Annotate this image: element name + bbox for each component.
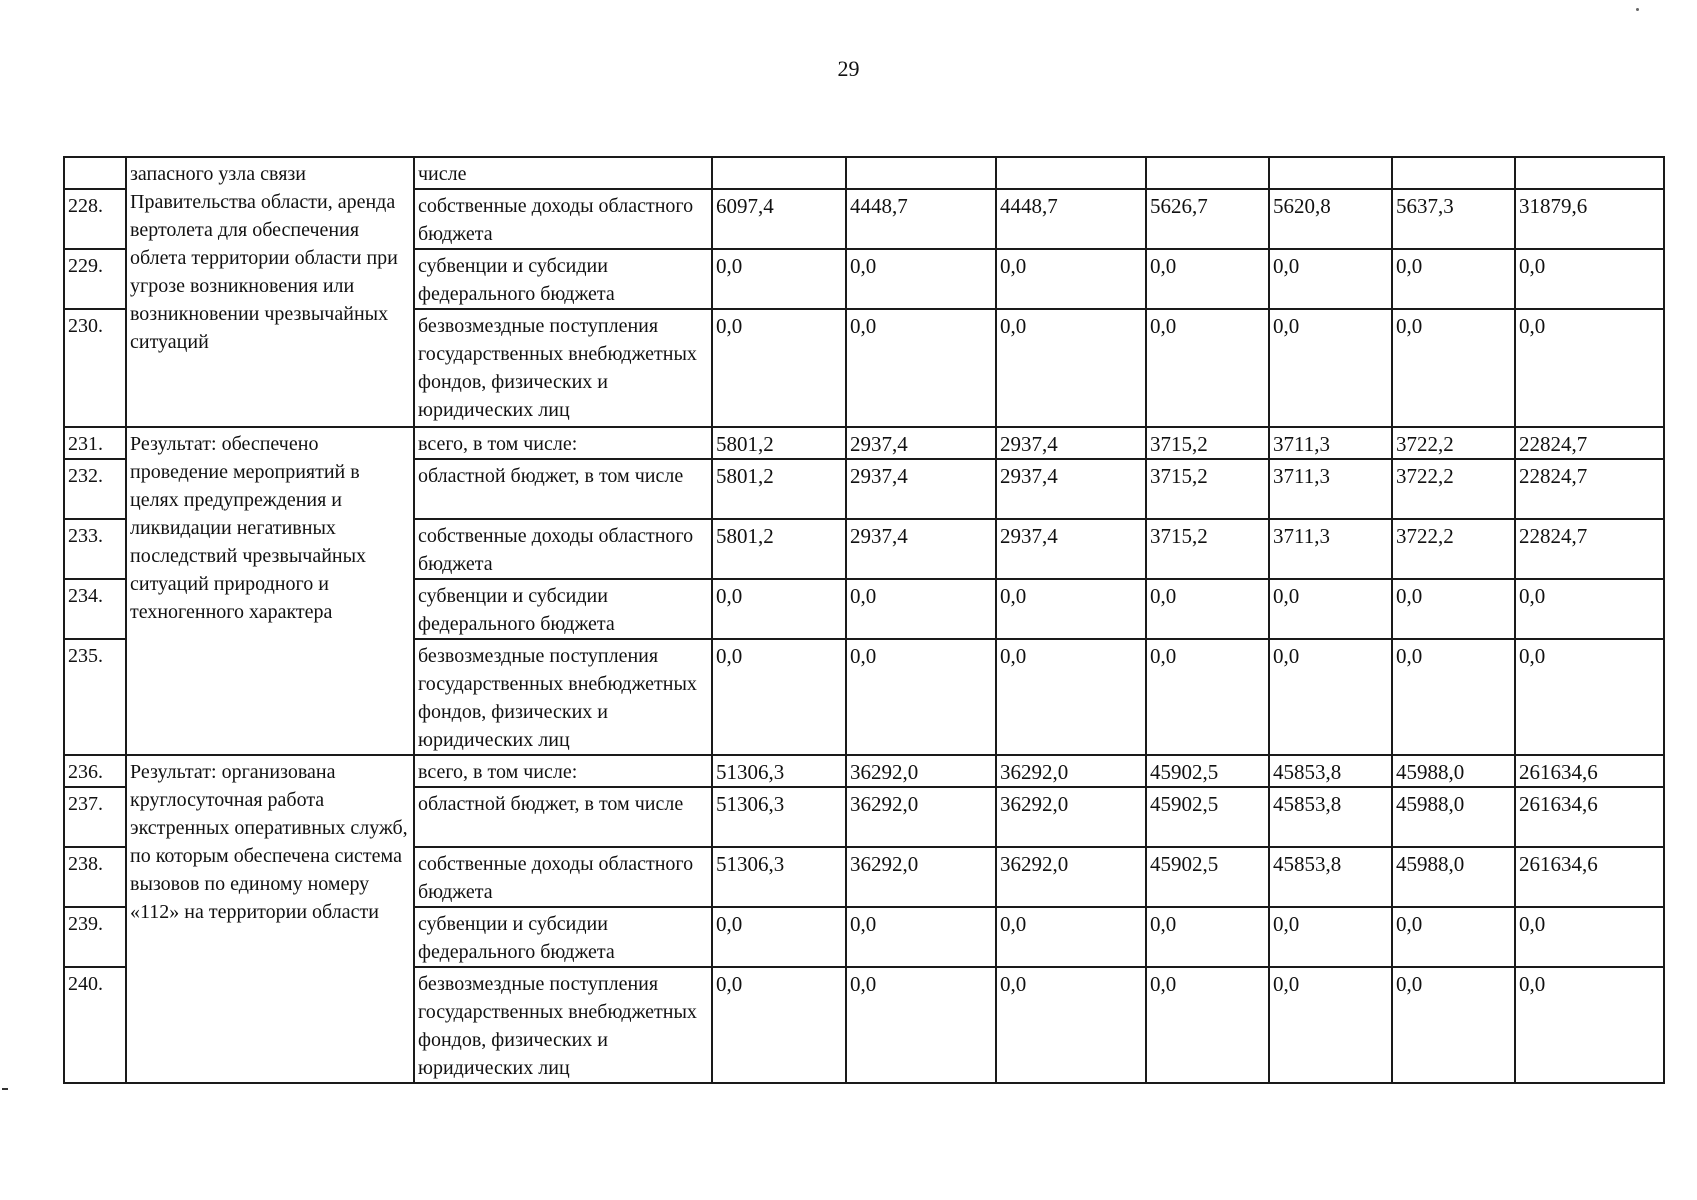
- amount-cell: 2937,4: [846, 519, 996, 579]
- amount-cell: 261634,6: [1515, 787, 1664, 847]
- amount-cell: 2937,4: [996, 519, 1146, 579]
- amount-cell: 36292,0: [846, 847, 996, 907]
- page-number: 29: [837, 56, 860, 81]
- amount-cell: 0,0: [1146, 249, 1269, 309]
- amount-cell: 0,0: [1392, 967, 1515, 1083]
- amount-cell: 0,0: [1146, 639, 1269, 755]
- row-number: [64, 157, 126, 189]
- table-row: [64, 157, 1664, 189]
- amount-cell: 261634,6: [1515, 847, 1664, 907]
- scan-dot: [1636, 8, 1639, 11]
- amount-cell: 36292,0: [996, 755, 1146, 787]
- amount-cell: 0,0: [1515, 639, 1664, 755]
- amount-cell: 0,0: [996, 639, 1146, 755]
- amount-cell: 0,0: [1269, 639, 1392, 755]
- activity-description: Результат: организована круглосуточная работа экстренных оперативных служб, по которым обеспечена система вызовов по единому номеру «112» на территории области: [126, 755, 414, 1083]
- amount-cell: 5801,2: [712, 427, 846, 459]
- amount-cell: 0,0: [846, 907, 996, 967]
- amount-cell: 0,0: [1515, 907, 1664, 967]
- row-number: 240.: [64, 967, 126, 1083]
- funding-source-label: безвозмездные поступления государственных внебюджетных фондов, физических и юридических лиц: [414, 967, 712, 1083]
- amount-cell: 3715,2: [1146, 519, 1269, 579]
- amount-cell: 3722,2: [1392, 427, 1515, 459]
- amount-cell: 0,0: [1269, 967, 1392, 1083]
- row-number: 239.: [64, 907, 126, 967]
- amount-cell: 36292,0: [996, 787, 1146, 847]
- amount-cell: 45853,8: [1269, 847, 1392, 907]
- row-number: 238.: [64, 847, 126, 907]
- amount-cell: 0,0: [1392, 309, 1515, 427]
- funding-source-label: собственные доходы областного бюджета: [414, 519, 712, 579]
- amount-cell: [996, 157, 1146, 189]
- budget-table: [63, 156, 1665, 1084]
- amount-cell: [1515, 157, 1664, 189]
- amount-cell: [1269, 157, 1392, 189]
- amount-cell: 22824,7: [1515, 519, 1664, 579]
- amount-cell: 0,0: [1515, 249, 1664, 309]
- amount-cell: 0,0: [1146, 967, 1269, 1083]
- funding-source-label: всего, в том числе:: [414, 755, 712, 787]
- row-number: 236.: [64, 755, 126, 787]
- amount-cell: 31879,6: [1515, 189, 1664, 249]
- activity-description: запасного узла связи Правительства области, аренда вертолета для обеспечения облета территории области при угрозе возникновения или возникновении чрезвычайных ситуаций: [126, 157, 414, 427]
- amount-cell: 51306,3: [712, 787, 846, 847]
- row-number: 235.: [64, 639, 126, 755]
- amount-cell: 5801,2: [712, 519, 846, 579]
- amount-cell: 45853,8: [1269, 787, 1392, 847]
- amount-cell: 3711,3: [1269, 427, 1392, 459]
- amount-cell: 45988,0: [1392, 847, 1515, 907]
- amount-cell: 2937,4: [846, 459, 996, 519]
- amount-cell: 0,0: [996, 907, 1146, 967]
- amount-cell: 5620,8: [1269, 189, 1392, 249]
- funding-source-label: всего, в том числе:: [414, 427, 712, 459]
- amount-cell: 0,0: [1392, 907, 1515, 967]
- amount-cell: 0,0: [1269, 579, 1392, 639]
- amount-cell: 0,0: [996, 249, 1146, 309]
- amount-cell: 0,0: [712, 639, 846, 755]
- amount-cell: 51306,3: [712, 847, 846, 907]
- funding-source-label: безвозмездные поступления государственных внебюджетных фондов, физических и юридических лиц: [414, 639, 712, 755]
- amount-cell: 6097,4: [712, 189, 846, 249]
- amount-cell: 0,0: [1146, 579, 1269, 639]
- amount-cell: 0,0: [712, 907, 846, 967]
- funding-source-label: областной бюджет, в том числе: [414, 459, 712, 519]
- amount-cell: 0,0: [1269, 249, 1392, 309]
- row-number: 232.: [64, 459, 126, 519]
- amount-cell: 0,0: [712, 249, 846, 309]
- edge-mark: [2, 1088, 8, 1090]
- amount-cell: 0,0: [1146, 907, 1269, 967]
- amount-cell: 5637,3: [1392, 189, 1515, 249]
- table-row: [64, 755, 1664, 787]
- amount-cell: 3722,2: [1392, 459, 1515, 519]
- funding-source-label: собственные доходы областного бюджета: [414, 847, 712, 907]
- amount-cell: 45853,8: [1269, 755, 1392, 787]
- amount-cell: 0,0: [846, 249, 996, 309]
- amount-cell: 261634,6: [1515, 755, 1664, 787]
- amount-cell: 51306,3: [712, 755, 846, 787]
- amount-cell: 22824,7: [1515, 459, 1664, 519]
- amount-cell: 0,0: [1392, 249, 1515, 309]
- row-number: 230.: [64, 309, 126, 427]
- amount-cell: 3715,2: [1146, 427, 1269, 459]
- amount-cell: 22824,7: [1515, 427, 1664, 459]
- amount-cell: 0,0: [1515, 309, 1664, 427]
- amount-cell: 45902,5: [1146, 755, 1269, 787]
- amount-cell: 0,0: [846, 579, 996, 639]
- amount-cell: 0,0: [1515, 967, 1664, 1083]
- amount-cell: 45902,5: [1146, 787, 1269, 847]
- amount-cell: 36292,0: [846, 787, 996, 847]
- amount-cell: 3711,3: [1269, 459, 1392, 519]
- amount-cell: 0,0: [996, 579, 1146, 639]
- amount-cell: 0,0: [1269, 309, 1392, 427]
- funding-source-label: безвозмездные поступления государственных внебюджетных фондов, физических и юридических лиц: [414, 309, 712, 427]
- row-number: 233.: [64, 519, 126, 579]
- funding-source-label: собственные доходы областного бюджета: [414, 189, 712, 249]
- amount-cell: 0,0: [846, 967, 996, 1083]
- amount-cell: 45988,0: [1392, 755, 1515, 787]
- amount-cell: 3715,2: [1146, 459, 1269, 519]
- amount-cell: 5801,2: [712, 459, 846, 519]
- amount-cell: 2937,4: [996, 427, 1146, 459]
- amount-cell: 0,0: [712, 579, 846, 639]
- row-number: 234.: [64, 579, 126, 639]
- amount-cell: 0,0: [1392, 579, 1515, 639]
- activity-description: Результат: обеспечено проведение мероприятий в целях предупреждения и ликвидации негативных последствий чрезвычайных ситуаций природного и техногенного характера: [126, 427, 414, 755]
- amount-cell: 0,0: [996, 967, 1146, 1083]
- amount-cell: 0,0: [1269, 907, 1392, 967]
- funding-source-label: субвенции и субсидии федерального бюджета: [414, 249, 712, 309]
- amount-cell: 36292,0: [996, 847, 1146, 907]
- funding-source-label: субвенции и субсидии федерального бюджета: [414, 907, 712, 967]
- amount-cell: 36292,0: [846, 755, 996, 787]
- amount-cell: [712, 157, 846, 189]
- amount-cell: 4448,7: [846, 189, 996, 249]
- amount-cell: 0,0: [1146, 309, 1269, 427]
- amount-cell: 3722,2: [1392, 519, 1515, 579]
- row-number: 231.: [64, 427, 126, 459]
- amount-cell: 0,0: [1515, 579, 1664, 639]
- amount-cell: [1146, 157, 1269, 189]
- amount-cell: 0,0: [712, 967, 846, 1083]
- amount-cell: 0,0: [1392, 639, 1515, 755]
- amount-cell: [846, 157, 996, 189]
- amount-cell: 0,0: [712, 309, 846, 427]
- row-number: 228.: [64, 189, 126, 249]
- amount-cell: 45902,5: [1146, 847, 1269, 907]
- amount-cell: 4448,7: [996, 189, 1146, 249]
- table-row: [64, 427, 1664, 459]
- amount-cell: 45988,0: [1392, 787, 1515, 847]
- funding-source-label: числе: [414, 157, 712, 189]
- amount-cell: 0,0: [846, 639, 996, 755]
- amount-cell: 5626,7: [1146, 189, 1269, 249]
- amount-cell: 2937,4: [846, 427, 996, 459]
- row-number: 229.: [64, 249, 126, 309]
- amount-cell: 0,0: [846, 309, 996, 427]
- amount-cell: 3711,3: [1269, 519, 1392, 579]
- amount-cell: [1392, 157, 1515, 189]
- amount-cell: 2937,4: [996, 459, 1146, 519]
- funding-source-label: субвенции и субсидии федерального бюджета: [414, 579, 712, 639]
- amount-cell: 0,0: [996, 309, 1146, 427]
- funding-source-label: областной бюджет, в том числе: [414, 787, 712, 847]
- row-number: 237.: [64, 787, 126, 847]
